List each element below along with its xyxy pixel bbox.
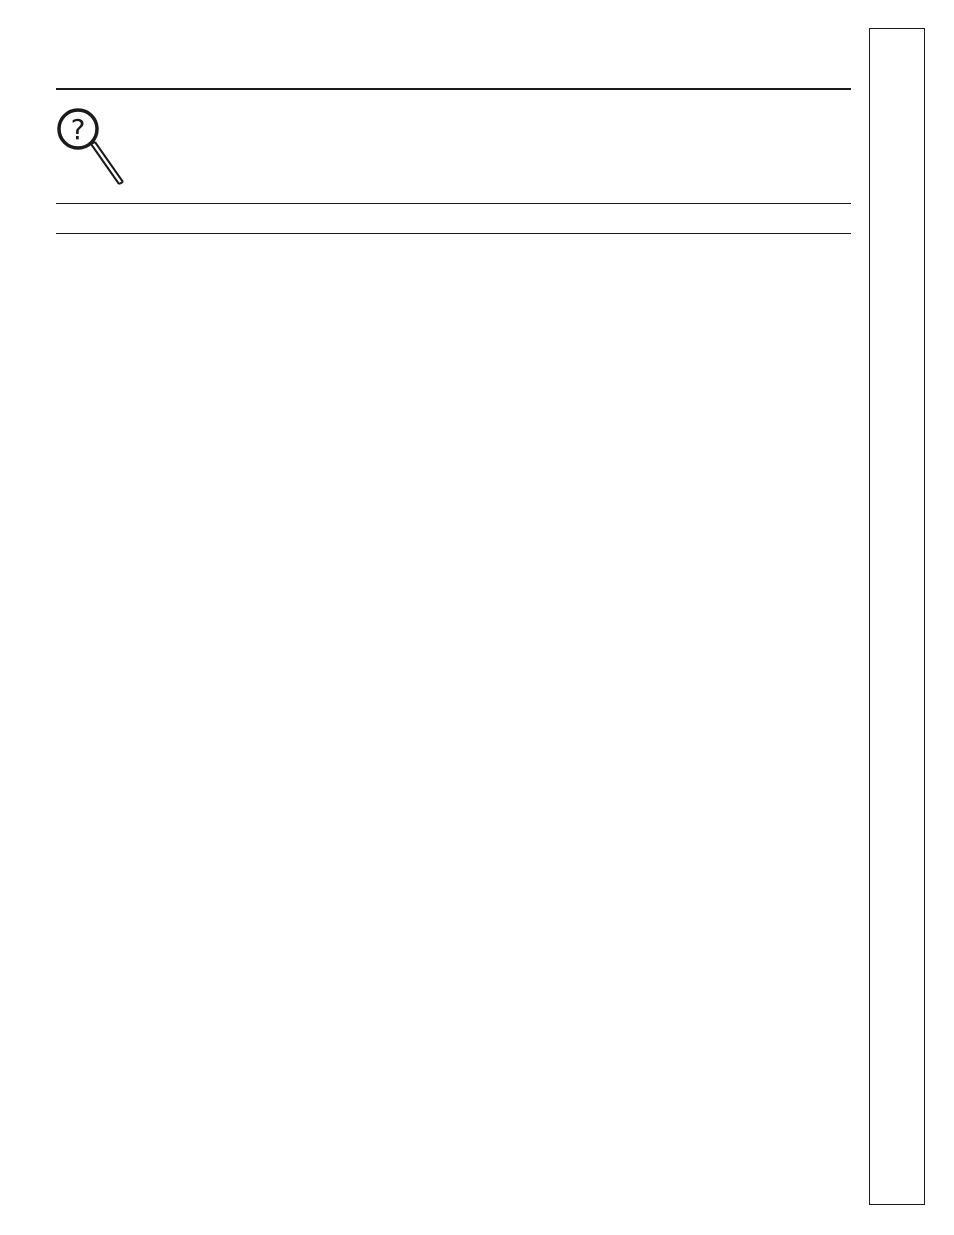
svg-text:?: ? [70, 113, 86, 146]
section-tabs [869, 28, 925, 1205]
magnifier-question-icon [56, 104, 128, 192]
table-header [56, 203, 851, 234]
troubleshooting-table [56, 203, 851, 234]
title-divider [56, 88, 851, 90]
